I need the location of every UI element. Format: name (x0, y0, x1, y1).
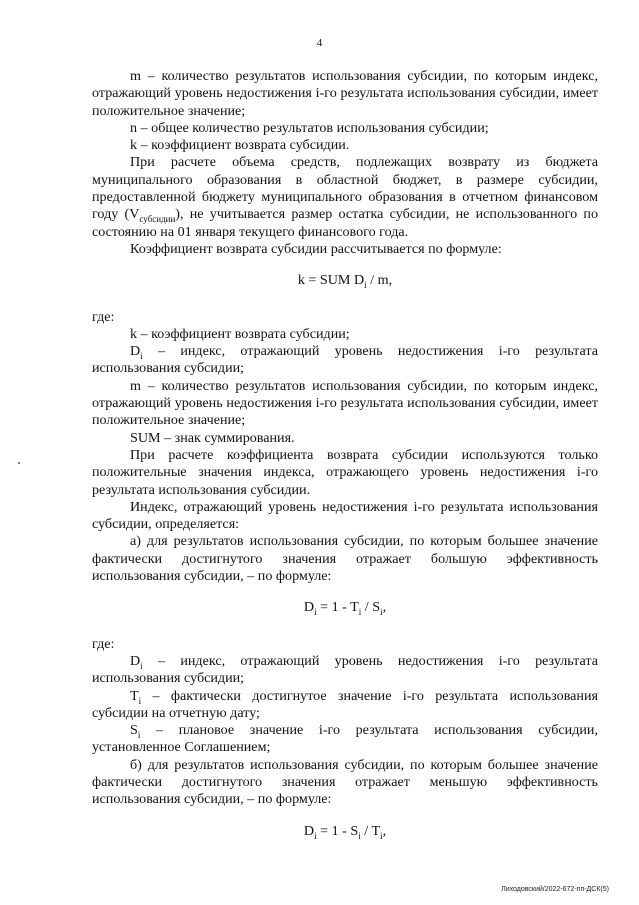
f3-sub1: i (314, 830, 317, 841)
f3-d: D (303, 822, 315, 839)
f2-sub3: i (380, 607, 383, 618)
calc-text-end: ), не учитывается размер остатка субсидии, не использованного по состоянию на 01 января текущего финансового года. (92, 206, 598, 240)
f3-end: , (382, 822, 387, 839)
formula-case-a (92, 599, 598, 616)
list2-s-text: – плановое значение i-го результата использования субсидии, установленное Соглашением; (92, 722, 598, 756)
list2-d-symbol: D (130, 652, 141, 669)
f2-mid2: / S (361, 599, 381, 616)
paragraph-case-a: а) для результатов использования субсидии, по которым большее значение фактически достигнутого значения отражает большую эффективность использования субсидии, – по формуле: (92, 533, 598, 585)
f2-sub1: i (314, 607, 317, 618)
formula1-part2: / m, (366, 272, 393, 289)
where-label-1: где: (92, 308, 115, 325)
f2-mid: = 1 - T (316, 599, 359, 616)
page-number: 4 (316, 37, 323, 49)
formula-coefficient (92, 272, 598, 289)
list2-d-sub: i (140, 660, 143, 671)
footer-document-code: Лиходовский/2022-672-пп-ДСК(5) (501, 886, 609, 893)
list1-d-symbol: D (130, 343, 141, 360)
f3-sub2: i (358, 830, 361, 841)
f2-end: , (382, 599, 387, 616)
where-label-2: где: (92, 635, 115, 652)
list2-d-text: – индекс, отражающий уровень недостижения i-го результата использования субсидии; (92, 652, 598, 687)
list2-s-symbol: S (130, 722, 138, 739)
list1-m: m – количество результатов использования субсидии, по которым индекс, отражающий уровень недостижения i-го результата использования субсидии, имеет положительное значение; (92, 377, 598, 429)
list2-s (92, 722, 598, 757)
list2-t (92, 688, 598, 723)
scan-speck (18, 462, 20, 464)
paragraph-m-definition: m – количество результатов использования субсидии, по которым индекс, отражающий уровень недостижения i-го результата использования субсидии, имеет положительное значение; (92, 68, 598, 119)
paragraph-index-determined: Индекс, отражающий уровень недостижения i-го результата использования субсидии, определяется: (92, 498, 598, 533)
formula1-sub: i (364, 280, 367, 291)
formula-case-b (92, 823, 598, 840)
paragraph-coef-intro: Коэффициент возврата субсидии рассчитывается по формуле: (130, 240, 502, 257)
paragraph-positive-values: При расчете коэффициента возврата субсидии используются только положительные значения индекса, отражающего уровень недостижения i-го результата использования субсидии. (92, 446, 598, 498)
f2-sub2: i (358, 607, 362, 618)
formula1-part1: k = SUM D (297, 272, 365, 289)
f3-sub3: i (380, 830, 383, 841)
paragraph-n-definition: n – общее количество результатов использования субсидии; (130, 119, 489, 136)
paragraph-case-b: б) для результатов использования субсидии, по которым большее значение фактически достигнутого значения отражает меньшую эффективность использования субсидии, – по формуле: (92, 756, 598, 808)
list2-t-sub: i (138, 695, 142, 706)
f3-mid2: / T (360, 822, 381, 839)
list2-t-text: – фактически достигнутое значение i-го результата использования субсидии на отчетную дату; (92, 687, 598, 721)
f3-mid: = 1 - S (316, 822, 359, 839)
list1-sum: SUM – знак суммирования. (130, 429, 295, 446)
list1-k: k – коэффициент возврата субсидии; (130, 325, 350, 342)
list1-d (92, 343, 598, 378)
list2-t-symbol: T (130, 687, 139, 704)
paragraph-k-definition: k – коэффициент возврата субсидии. (130, 137, 350, 154)
paragraph-calculation (92, 154, 598, 240)
list1-d-text: – индекс, отражающий уровень недостижения i-го результата использования субсидии; (92, 343, 598, 377)
calc-subscript: субсидии (139, 214, 176, 225)
list2-d (92, 653, 598, 688)
document-body (92, 68, 598, 859)
calc-text-start: При расчете объема средств, подлежащих возврату из бюджета муниципального образования в областной бюджет, в размере субсидии, предоставленной бюджету муниципального образования в отчетном финансовом году (V (92, 154, 598, 223)
f2-d: D (303, 599, 315, 616)
list1-d-sub: i (140, 350, 143, 361)
list2-s-sub: i (137, 729, 141, 740)
